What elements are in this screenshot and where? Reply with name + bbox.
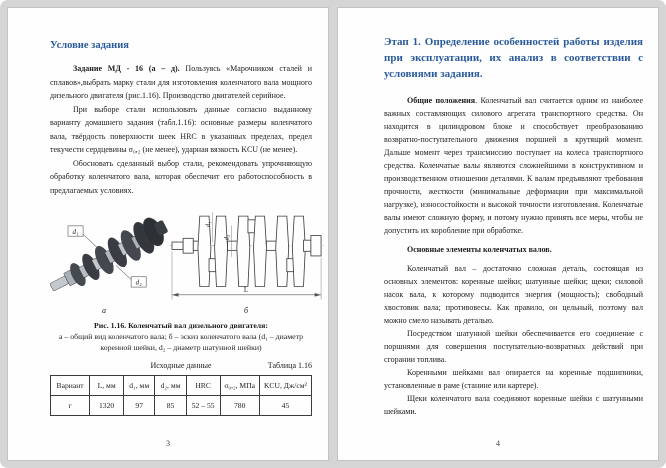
table-cell: г [51, 396, 90, 416]
paragraph-main-journal: Коренными шейками вал опирается на коренные подшипники, установленные в раме (станине или картере). [384, 368, 643, 390]
paragraph-task-lead: Задание МД - 16 (а – д). [73, 64, 180, 73]
document-page-3 [7, 7, 329, 461]
figure-label-b: б [244, 306, 249, 315]
dim-label-L: L [243, 286, 249, 295]
table-cell: 97 [124, 396, 155, 416]
dim-label-d2-photo: d₂ [135, 278, 142, 287]
crankshaft-photo-figure [50, 207, 168, 305]
dim-label-d1: d₁ [72, 227, 79, 236]
figure-part-b [168, 205, 326, 305]
paragraph-justify-choice: Обосновать сделанный выбор стали, рекомендовать упрочняющую обработку коленчатого вала, которая обеспечит его работоспособность в предлагаемых условиях. [50, 158, 312, 195]
section-heading-etap1: Этап 1. Определение особенностей работы изделия при эксплуатации, их анализ в соответствии с условиями задания. [384, 36, 643, 80]
table-cell: 780 [220, 396, 259, 416]
figure-caption-title: Рис. 1.16. Коленчатый вал дизельного двигателя: [94, 321, 268, 330]
dim-label-d2-drawing: d₂ [223, 234, 231, 241]
subheading-main-elements: Основные элементы коленчатых валов. [407, 245, 552, 254]
table-pre-label: Исходные данные [150, 361, 212, 370]
initial-data-table [50, 375, 312, 416]
crankshaft-drawing-figure [168, 205, 326, 305]
table-cell: 85 [155, 396, 186, 416]
table-data-row [51, 396, 312, 416]
figure-caption-sub: а – общий вид коленчатого вала; б – эскиз коленчатого вала (d₁ – диаметр коренной шейки, d₂ – диаметр шатунной шейки) [58, 332, 304, 352]
paragraph-general-rest: . Коленчатый вал считается одним из наиболее важных составляющих силового агрегата транспортного средства. Он находится в цилиндровом блоке и способствует преобразованию возвратно-поступательного движения поршней в крутящий момент. Дальше момент через трансмиссию поступает на колеса транспортного средства. Коленчатые валы являются сложнейшими в конструктивном и производственном отношении деталями. К валам предъявляют требования прочности, жесткости (минимальные деформации при максимальной нагрузке), износостойкости и высокой точности изготовления. Коленчатые валы имеют сложную форму, и потому нужно принять все меры, чтобы не допустить их коробление при обработке. [384, 96, 643, 235]
figure-label-a: а [102, 306, 106, 315]
table-header-cell: HRC [186, 376, 220, 396]
table-header-cell: d₂, мм [155, 376, 186, 396]
table-number-label: Таблица 1.16 [267, 361, 312, 370]
table-header-cell: L, мм [90, 376, 124, 396]
paragraph-general [384, 94, 643, 237]
page-number-3: 3 [166, 439, 170, 448]
figure-caption [50, 320, 312, 353]
table-header-cell: KCU, Дж/см² [259, 376, 311, 396]
table-header-cell: σ₀,₂, МПа [220, 376, 259, 396]
document-page-4 [337, 7, 659, 461]
figure-sublabels [50, 306, 312, 315]
paragraph-elements: Коленчатый вал – достаточно сложная деталь, состоящая из основных элементов: коренные шейки; шатунные шейки; щеки; силовой насок вала, к которому подводится энергия (мощность); свободный хвостовик вала; противовесы. Как правило, он цельный, поэтому вал можно смело называть деталью. [384, 264, 643, 325]
section-heading-usloviye: Условие задания [50, 40, 129, 51]
paragraph-task [50, 62, 312, 103]
paragraph-steel-choice: При выборе стали использовать данные согласно выданному варианту домашнего задания (табл.1.16): основные размеры коленчатого вала, твёрдость поверхности шеек HRC в указанных пределах, предел текучести сердцевины σ₀,₂ (не менее), ударная вязкость KCU (не менее). [50, 104, 312, 154]
figure-part-a [50, 207, 168, 305]
dim-label-d1-drawing: d₁ [204, 221, 212, 228]
paragraph-rod-journal: Посредством шатунной шейки обеспечивается его соединение с поршнями для совершения поступательно-возвратных действий при сгорании топлива. [384, 329, 643, 364]
figure-1-16 [50, 205, 312, 305]
table-header-row [51, 376, 312, 396]
table-cell: 1320 [90, 396, 124, 416]
paragraph-webs: Щеки коленчатого вала соединяют коренные шейки с шатунными шейками. [384, 394, 643, 416]
paragraph-general-lead: Общие положения [407, 96, 476, 105]
table-labels [50, 361, 312, 373]
table-header-cell: d₁, мм [124, 376, 155, 396]
table-cell: 52 – 55 [186, 396, 220, 416]
paragraph-task-rest: Пользуясь «Марочником сталей и сплавов»,выбрать марку стали для изготовления коленчатого вала мощного дизельного двигателя (рис.1.16). Производство двигателей серийное. [50, 64, 312, 100]
table-header-cell: Вариант [51, 376, 90, 396]
table-cell: 45 [259, 396, 311, 416]
page-number-4: 4 [496, 439, 500, 448]
